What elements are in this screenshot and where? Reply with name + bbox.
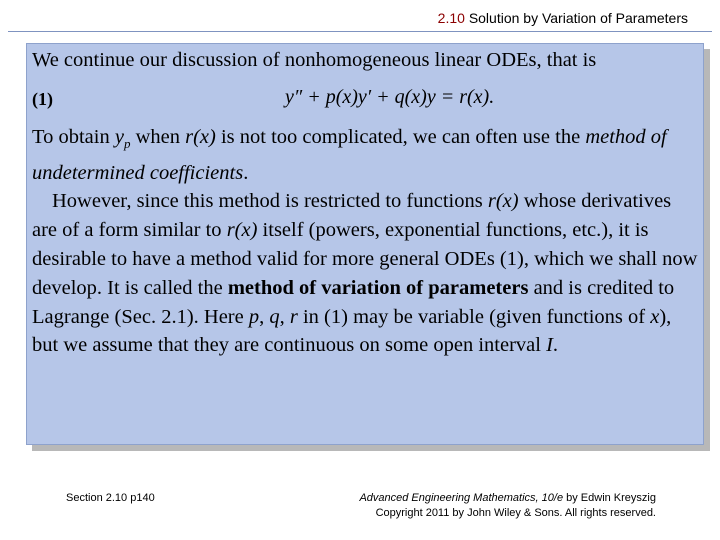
text-span: itself (powers, exponential functions, etc.), it is desirable to have a method valid for more general ODEs (1), which we shall now develop. It is called the: [32, 219, 698, 299]
text-span: To obtain: [32, 125, 115, 148]
equation-row: [32, 81, 700, 119]
text-span: ), but we assume that they are continuous on some open interval: [32, 305, 672, 357]
text-span: whose derivatives are of a form similar to: [32, 190, 672, 242]
x-symbol: x: [650, 305, 660, 328]
rx-symbol: r(x): [226, 219, 258, 242]
slide-content: [32, 46, 700, 360]
r-symbol: r: [289, 305, 298, 328]
p-symbol: p: [248, 305, 260, 328]
header-rule: [8, 31, 712, 32]
book-author: by Edwin Kreyszig: [563, 492, 656, 504]
rx-symbol: r(x): [487, 190, 519, 213]
text-span: .: [552, 334, 559, 357]
equation: y″ + p(x)y′ + q(x)y = r(x).: [285, 85, 495, 108]
method-name-italic: method of undetermined coefficients: [32, 125, 667, 184]
yp-base: y: [114, 125, 124, 148]
intro-paragraph: We continue our discussion of nonhomogeneous linear ODEs, that is: [32, 49, 597, 71]
method-name-bold: method of variation of parameters: [227, 276, 529, 299]
footer-section-ref: Section 2.10 p140: [66, 492, 155, 504]
paragraph-variation: [32, 187, 700, 360]
slide-header: [0, 10, 688, 26]
q-symbol: q: [269, 305, 280, 328]
copyright-line: Copyright 2011 by John Wiley & Sons. All rights reserved.: [375, 507, 656, 519]
book-title: Advanced Engineering Mathematics, 10/e: [359, 492, 564, 504]
text-span: when: [130, 125, 186, 148]
text-span: is not too complicated, we can often use the: [215, 125, 586, 148]
interval-symbol: I: [546, 334, 553, 357]
footer-book-line: [359, 491, 656, 506]
section-number: 2.10: [437, 10, 465, 26]
paragraph-undetermined: [32, 123, 700, 188]
text-span: and is credited to Lagrange (Sec. 2.1). Here: [32, 276, 675, 328]
text-span: .: [243, 161, 249, 184]
text-span: ,: [279, 305, 290, 328]
section-title: Solution by Variation of Parameters: [468, 10, 688, 26]
footer-copyright: [359, 491, 656, 521]
text-span: in (1) may be variable (given functions of: [297, 305, 651, 328]
equation-label: (1): [32, 88, 53, 109]
yp-symbol: [114, 125, 131, 151]
rx-symbol: r(x): [185, 125, 216, 148]
text-span: ,: [259, 305, 270, 328]
text-span: However, since this method is restricted to functions: [52, 190, 488, 213]
yp-subscript: p: [123, 135, 131, 151]
